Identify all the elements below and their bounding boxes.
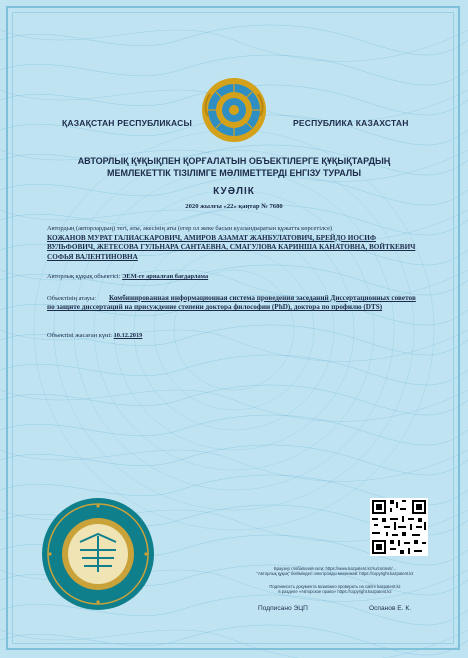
footer-line: Браузер глобальной сети: https://www.kazpatent.kz/ru/content/... bbox=[273, 566, 397, 571]
footer-line: Подлинность документа возможно проверить на сайте kazpatent.kz bbox=[269, 584, 401, 589]
title-line-1: АВТОРЛЫҚ ҚҰҚЫҚПЕН ҚОРҒАЛАТЫН ОБЪЕКТІЛЕРГЕ ҚҰҚЫҚТАРДЫҢ bbox=[77, 156, 391, 166]
state-emblem-icon bbox=[200, 76, 268, 144]
footer-info-1 bbox=[212, 566, 458, 576]
signed-label: Подписано ЭЦП bbox=[258, 605, 308, 612]
footer-info-2 bbox=[212, 584, 458, 594]
header-kz: ҚАЗАҚСТАН РЕСПУБЛИКАСЫ bbox=[62, 118, 193, 128]
title-line-2: МЕМЛЕКЕТТІК ТІЗІЛІМГЕ МӘЛІМЕТТЕРДІ ЕНГІЗУ ТУРАЛЫ bbox=[106, 168, 362, 178]
document-name: КУӘЛІК bbox=[213, 186, 255, 197]
footer-line: в разделе «Авторское право» https://copyright.kazpatent.kz bbox=[278, 589, 392, 595]
object-type-value: ЭЕМ-ге арналған бағдарлама bbox=[122, 273, 209, 280]
authors-label: Автордың (авторлардың) тегі, аты, әкесінің аты (егер ол жеке басын куәландыратын құжатта көрсетілсе) bbox=[47, 225, 333, 232]
qr-code-icon bbox=[370, 498, 428, 556]
creation-date-value: 10.12.2019 bbox=[113, 332, 143, 339]
object-name-label: Объектінің атауы: bbox=[47, 295, 96, 302]
signer-name: Оспанов Е. К. bbox=[369, 605, 412, 612]
object-type-label: Авторлық құқық объектісі: bbox=[47, 273, 121, 280]
object-name-value: Комбинированная информационная система проведения заседаний Диссертационных советов по защите диссертаций на присуждение степени доктора философии (PhD), доктора по профилю (DTS) bbox=[47, 294, 416, 312]
creation-date-row bbox=[47, 332, 142, 339]
creation-date-label: Объектіні жасаған күні: bbox=[47, 332, 112, 339]
footer-line: "Авторлық құқық" бөліміндегі электронды мекенжай: https://copyright.kazpatent.kz bbox=[256, 571, 414, 577]
authors-value: КОЖАНОВ МУРАТ ГАЛИАСКАРОВИЧ, АМИРОВ АЗАМАТ ЖАНБУЛАТОВИЧ, БРЕЙДО ИОСИФ ВУЛЬФОВИЧ, ЖЕТЕСОВА ГУЛЬНАРА САНТАЕВНА, СМАГУЛОВА КАРИНША КАНАТОВНА, ВОЙТКЕВИЧ СОФЬЯ ВАЛЕНТИНОВНА bbox=[47, 234, 416, 261]
object-type-row bbox=[47, 273, 208, 280]
header-ru: РЕСПУБЛИКА КАЗАХСТАН bbox=[293, 118, 409, 128]
patent-seal-icon bbox=[40, 496, 156, 612]
issue-date-number: 2020 жылғы «22» қаңтар № 7680 bbox=[185, 203, 283, 210]
